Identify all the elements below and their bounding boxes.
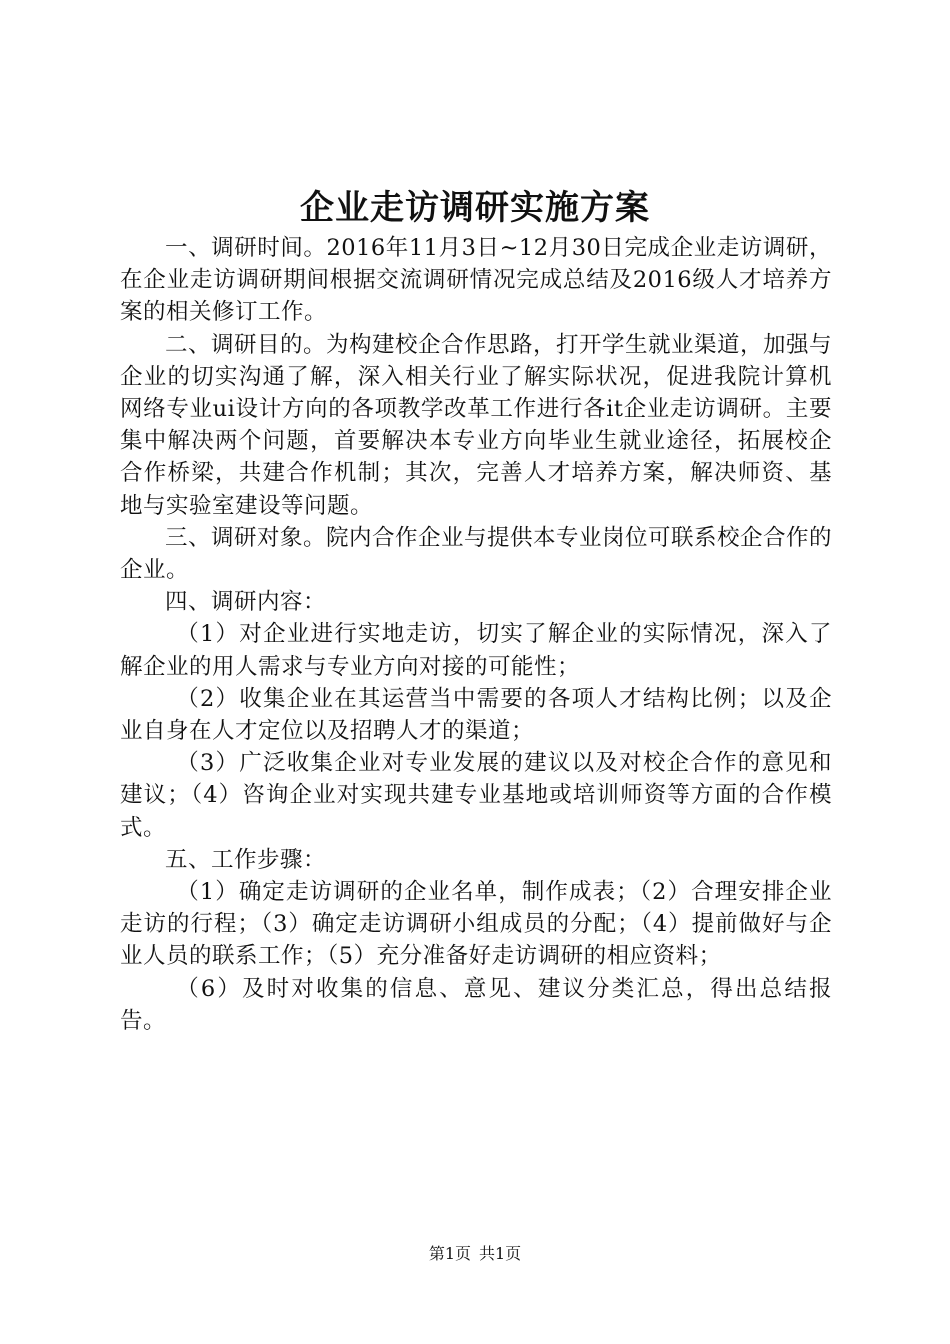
page-total: 共1页 [479,1244,522,1263]
document-body [120,232,832,1037]
steps-item-1: （1）确定走访调研的企业名单，制作成表；（2）合理安排企业走访的行程；（3）确定走访调研小组成员的分配；（4）提前做好与企业人员的联系工作；（5）充分准备好走访调研的相应资料； [120,879,832,970]
content-item-3: （3）广泛收集企业对专业发展的建议以及对校企合作的意见和建议；（4）咨询企业对实现共建专业基地或培训师资等方面的合作模式。 [120,750,832,841]
page-footer [0,1243,950,1265]
section-content-heading: 四、调研内容： [165,589,327,616]
section-time: 一、调研时间。2016年11月3日~12月30日完成企业走访调研，在企业走访调研期间根据交流调研情况完成总结及2016级人才培养方案的相关修订工作。 [120,235,832,326]
section-purpose: 二、调研目的。为构建校企合作思路，打开学生就业渠道，加强与企业的切实沟通了解，深入相关行业了解实际状况，促进我院计算机网络专业ui设计方向的各项教学改革工作进行各it企业走访调研。主要集中解决两个问题，首要解决本专业方向毕业生就业途径，拓展校企合作桥梁，共建合作机制；其次，完善人才培养方案，解决师资、基地与实验室建设等问题。 [120,331,833,519]
content-item-1: （1）对企业进行实地走访，切实了解企业的实际情况，深入了解企业的用人需求与专业方向对接的可能性； [120,621,832,680]
page-number: 第1页 [428,1244,471,1263]
content-item-2: （2）收集企业在其运营当中需要的各项人才结构比例；以及企业自身在人才定位以及招聘人才的渠道； [120,685,832,745]
document-title: 企业走访调研实施方案 [300,188,650,228]
section-steps-heading: 五、工作步骤： [165,846,327,873]
steps-item-2: （6）及时对收集的信息、意见、建议分类汇总，得出总结报告。 [120,975,832,1034]
section-target: 三、调研对象。院内合作企业与提供本专业岗位可联系校企合作的企业。 [120,524,833,584]
